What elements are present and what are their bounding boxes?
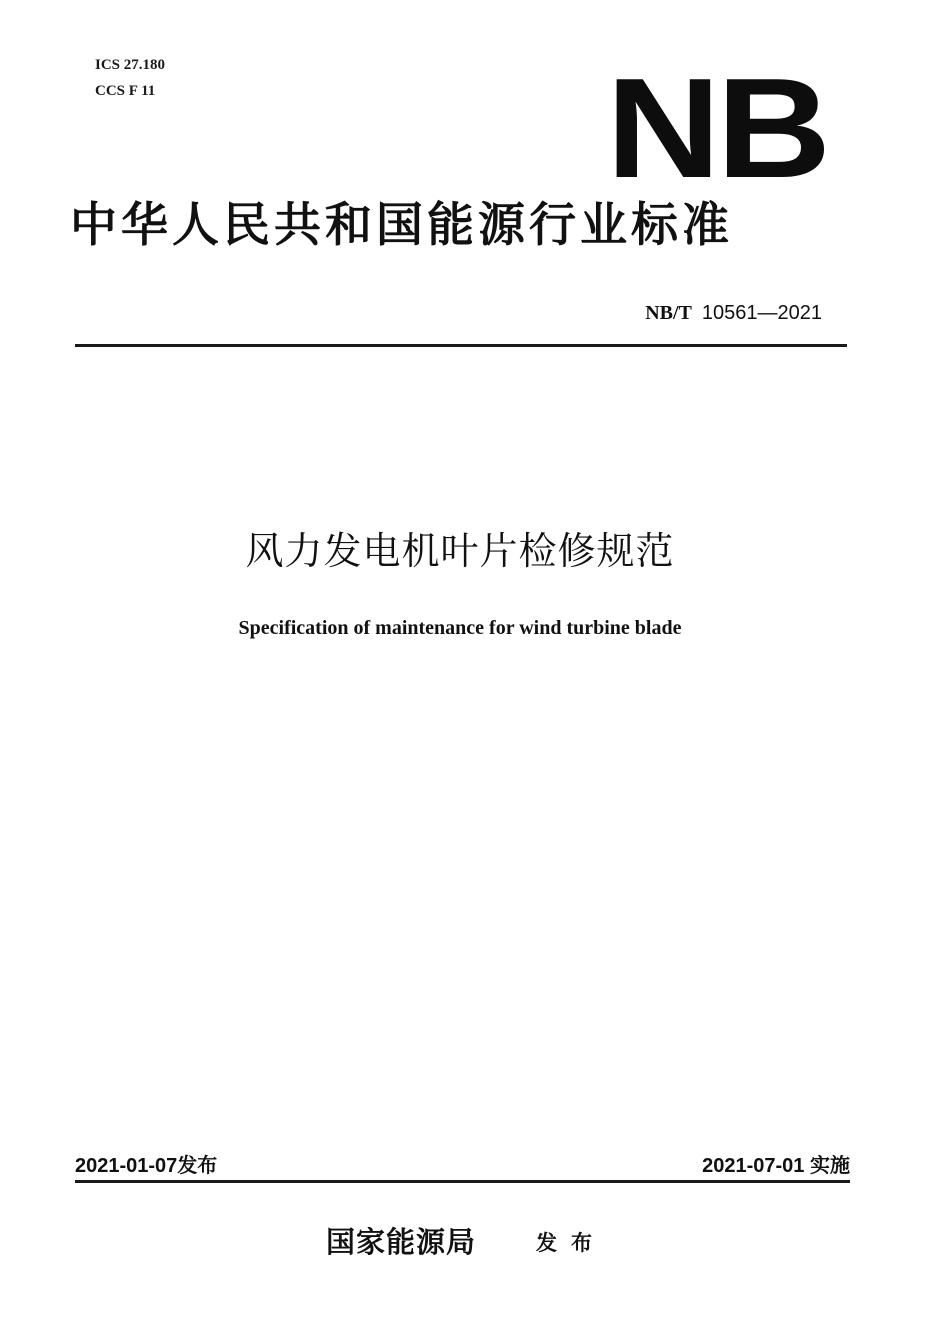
top-divider [75, 344, 847, 347]
issue-date: 2021-01-07发布 [75, 1155, 218, 1177]
publish-label: 发布 [536, 1231, 606, 1255]
implementation-date: 2021-07-01 实施 [702, 1155, 850, 1177]
nb-logo: NB [606, 49, 827, 208]
standard-number [645, 299, 822, 327]
bottom-divider [75, 1180, 850, 1183]
classification-codes [95, 52, 165, 104]
organization-title: 中华人民共和国能源行业标准 [70, 198, 733, 253]
document-title-chinese: 风力发电机叶片检修规范 [245, 529, 675, 573]
ccs-code: CCS F 11 [95, 83, 156, 99]
publisher-name: 国家能源局 [326, 1225, 477, 1259]
document-title-english: Specification of maintenance for wind turbine blade [238, 617, 682, 639]
ics-code: ICS 27.180 [95, 57, 166, 73]
standard-code-prefix: NB/T [645, 302, 692, 324]
standard-code-number: 10561—2021 [701, 302, 822, 324]
